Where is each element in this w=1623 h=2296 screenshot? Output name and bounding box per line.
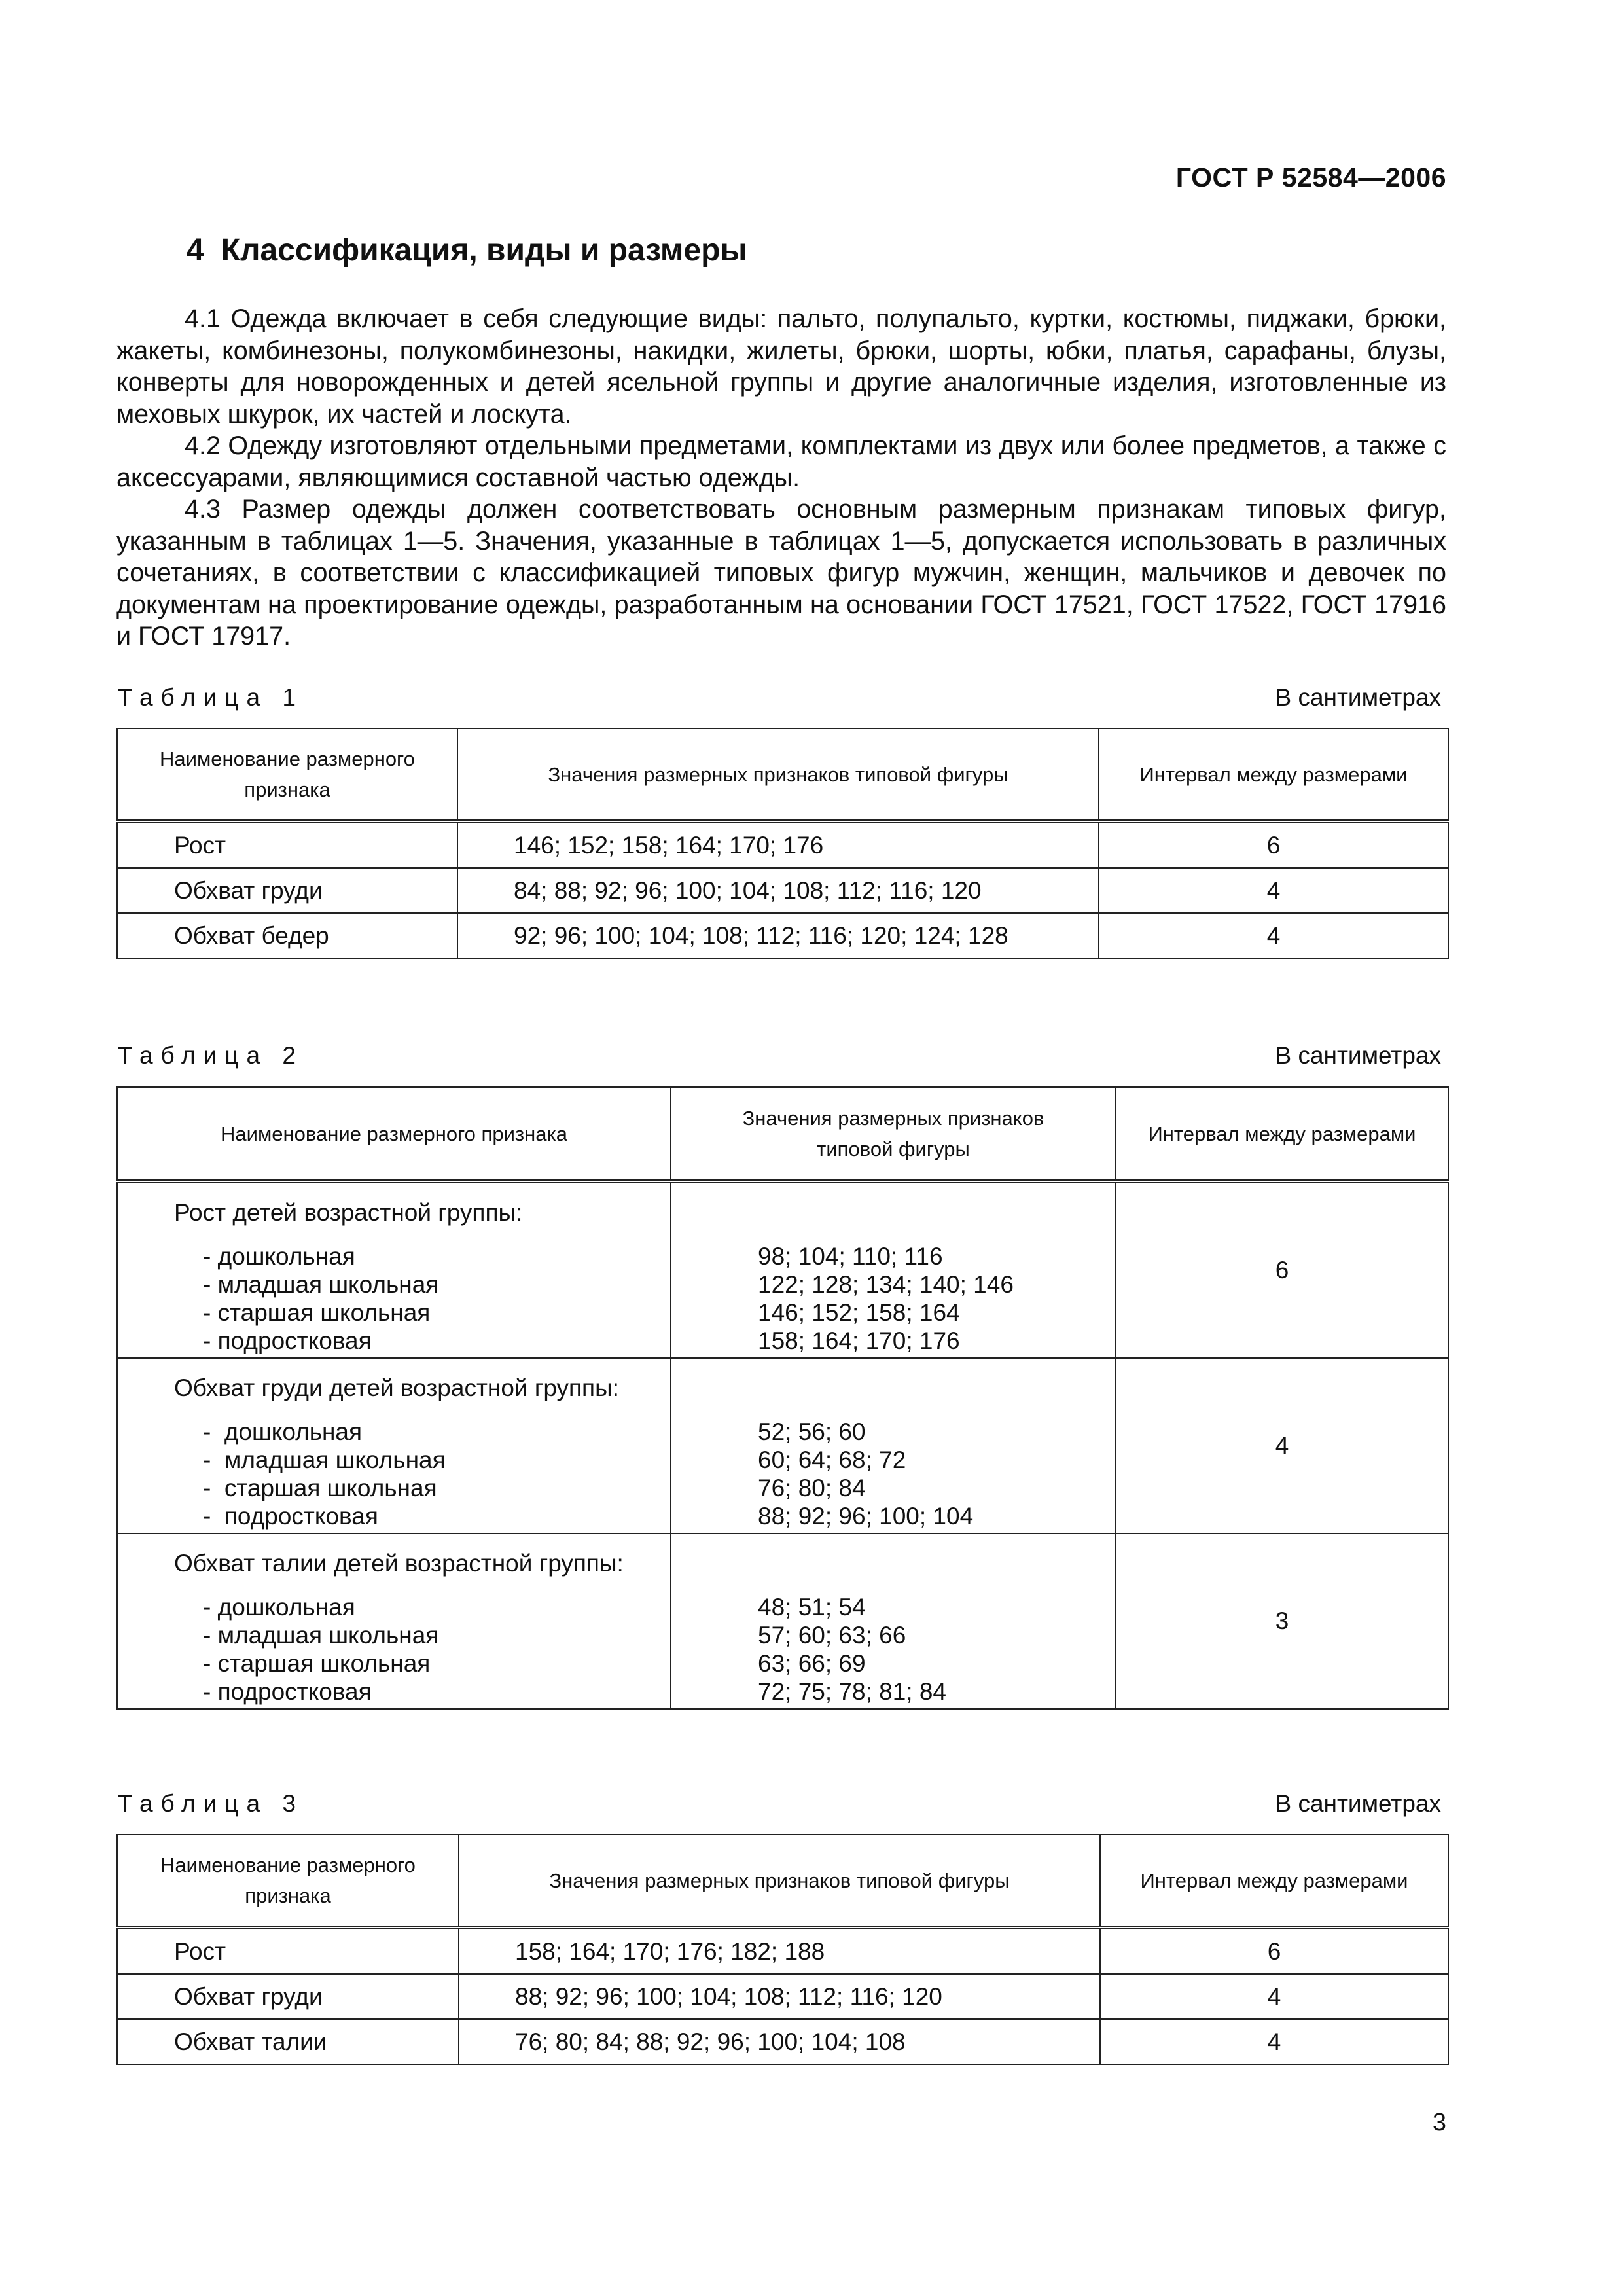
cell-name: Обхват бедер [117,913,457,958]
table-row [117,913,1448,958]
group-value: 57; 60; 63; 66 [758,1622,906,1649]
table-row [117,2019,1448,2064]
cell-name: Обхват груди [117,868,457,913]
group-item: - старшая школьная [203,1650,431,1677]
group-label: Обхват груди детей возрастной группы: [174,1374,619,1401]
cell-name: Рост [117,1928,459,1974]
paragraph-4-2: 4.2 Одежду изготовляют отдельными предметами, комплектами из двух или более предметов, а также с аксессуарами, являющимися составной частью одежды. [116,431,1446,492]
table-row [117,868,1448,913]
group-value: 122; 128; 134; 140; 146 [758,1271,1014,1298]
cell-interval: 4 [1100,2019,1448,2064]
cell-name: Обхват талии [117,2019,459,2064]
cell-values [671,1358,1116,1534]
group-value: 88; 92; 96; 100; 104 [758,1503,974,1530]
group-value: 60; 64; 68; 72 [758,1446,906,1473]
table2-unit: В сантиметрах [1275,1042,1441,1069]
cell-interval: 4 [1099,868,1448,913]
group-item: - старшая школьная [203,1475,437,1501]
cell-name [117,1358,671,1534]
group-value: 63; 66; 69 [758,1650,866,1677]
table1-header-name: Наименование размерного признака [117,728,457,821]
table-row [117,1974,1448,2019]
group-value: 48; 51; 54 [758,1594,866,1621]
table1-header-interval: Интервал между размерами [1099,728,1448,821]
cell-values [671,1181,1116,1358]
cell-values: 76; 80; 84; 88; 92; 96; 100; 104; 108 [459,2019,1100,2064]
group-item: - подростковая [203,1503,378,1530]
table2-caption: Таблица 2 [118,1042,304,1069]
cell-interval: 4 [1099,913,1448,958]
table3-caption: Таблица 3 [118,1790,304,1817]
cell-interval: 6 [1100,1928,1448,1974]
table3-caption-row [116,1790,1446,1820]
table1-caption-row [116,684,1446,714]
group-item: - дошкольная [203,1243,355,1270]
cell-values: 158; 164; 170; 176; 182; 188 [459,1928,1100,1974]
table1-header-values: Значения размерных признаков типовой фигуры [457,728,1099,821]
group-value: 72; 75; 78; 81; 84 [758,1678,947,1705]
group-item: - дошкольная [203,1418,363,1445]
table1-caption: Таблица 1 [118,684,304,711]
section-body [116,303,1446,653]
table2-caption-row [116,1042,1446,1072]
cell-values: 92; 96; 100; 104; 108; 112; 116; 120; 124; 128 [457,913,1099,958]
group-value: 52; 56; 60 [758,1418,866,1445]
table2-header-interval: Интервал между размерами [1116,1087,1448,1181]
table2-header-name: Наименование размерного признака [117,1087,671,1181]
cell-interval: 3 [1116,1534,1448,1709]
group-item: - подростковая [203,1678,372,1705]
section-heading [187,232,747,268]
group-item: - младшая школьная [203,1271,439,1298]
table3 [116,1834,1449,2065]
group-item: - старшая школьная [203,1299,431,1326]
cell-interval: 4 [1116,1358,1448,1534]
table-row [117,1928,1448,1974]
standard-code: ГОСТ Р 52584—2006 [1175,162,1446,192]
group-label: Рост детей возрастной группы: [174,1199,523,1226]
cell-values: 84; 88; 92; 96; 100; 104; 108; 112; 116; 120 [457,868,1099,913]
cell-interval: 6 [1116,1181,1448,1358]
section-number: 4 [187,233,204,268]
table1 [116,728,1449,959]
group-value: 76; 80; 84 [758,1475,866,1501]
paragraph-4-1: 4.1 Одежда включает в себя следующие виды: пальто, полупальто, куртки, костюмы, пиджаки, брюки, жакеты, комбинезоны, полукомбинезоны, накидки, жилеты, брюки, шорты, юбки, платья, сарафаны, блузы, конверты для новорожденных и детей ясельной группы и другие аналогичные изделия, изготовленные из меховых шкурок, их частей и лоскута. [116,304,1446,429]
cell-interval: 4 [1100,1974,1448,2019]
cell-name [117,1181,671,1358]
cell-values: 146; 152; 158; 164; 170; 176 [457,821,1099,868]
cell-name [117,1534,671,1709]
cell-name: Обхват груди [117,1974,459,2019]
paragraph-4-3: 4.3 Размер одежды должен соответствовать основным размерным признакам типовых фигур, указанным в таблицах 1—5. Значения, указанные в таблицах 1—5, допускается использовать в различных сочетаниях, в соответствии с классификацией типовых фигур мужчин, женщин, мальчиков и девочек по документам на проектирование одежды, разработанным на основании ГОСТ 17521, ГОСТ 17522, ГОСТ 17916 и ГОСТ 17917. [116,495,1446,651]
table2 [116,1086,1449,1710]
table3-unit: В сантиметрах [1275,1790,1441,1817]
group-value: 146; 152; 158; 164 [758,1299,960,1326]
table3-header-name: Наименование размерного признака [117,1835,459,1928]
group-label: Обхват талии детей возрастной группы: [174,1550,624,1577]
table-row [117,1358,1448,1534]
group-value: 158; 164; 170; 176 [758,1327,960,1354]
table-row [117,821,1448,868]
group-item: - подростковая [203,1327,372,1354]
section-title: Классификация, виды и размеры [221,233,747,268]
table1-unit: В сантиметрах [1275,684,1441,711]
table3-header-values: Значения размерных признаков типовой фигуры [459,1835,1100,1928]
group-item: - младшая школьная [203,1622,439,1649]
cell-name: Рост [117,821,457,868]
table-row [117,1534,1448,1709]
group-value: 98; 104; 110; 116 [758,1243,943,1270]
cell-interval: 6 [1099,821,1448,868]
cell-values [671,1534,1116,1709]
group-item: - младшая школьная [203,1446,446,1473]
page-number: 3 [1432,2109,1446,2136]
table-row [117,1181,1448,1358]
group-item: - дошкольная [203,1594,355,1621]
table2-header-values: Значения размерных признаков типовой фигуры [671,1087,1116,1181]
table3-header-interval: Интервал между размерами [1100,1835,1448,1928]
cell-values: 88; 92; 96; 100; 104; 108; 112; 116; 120 [459,1974,1100,2019]
